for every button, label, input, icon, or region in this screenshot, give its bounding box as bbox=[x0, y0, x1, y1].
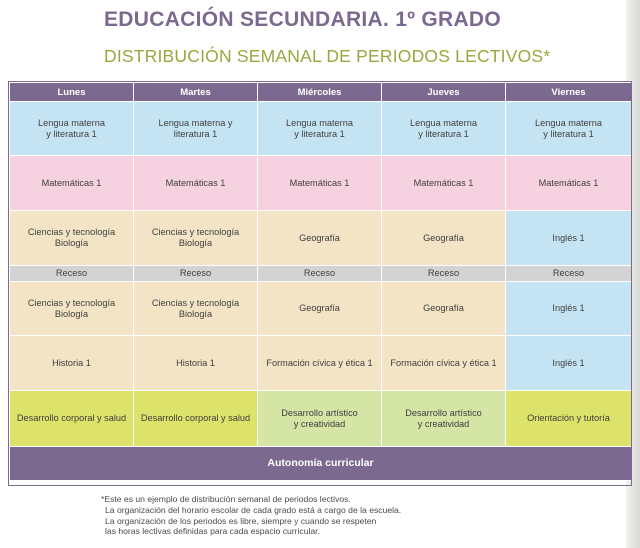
table-row bbox=[10, 282, 632, 336]
page-subtitle: DISTRIBUCIÓN SEMANAL DE PERIODOS LECTIVOS* bbox=[104, 46, 551, 66]
table-cell: Lengua materna y literatura 1 bbox=[10, 102, 134, 156]
table-cell: Receso bbox=[10, 266, 134, 282]
footnote-line: La organización de los periodos es libre, siempre y cuando se respeten bbox=[105, 515, 377, 526]
table-cell: Ciencias y tecnología Biología bbox=[10, 282, 134, 336]
page-title: EDUCACIÓN SECUNDARIA. 1º GRADO bbox=[104, 8, 502, 31]
table-cell: Inglés 1 bbox=[506, 336, 632, 391]
table-cell: Geografía bbox=[382, 211, 506, 266]
table-cell: Matemáticas 1 bbox=[506, 156, 632, 211]
recess-row bbox=[10, 266, 632, 282]
day-header-lunes: Lunes bbox=[10, 83, 134, 102]
table-cell: Inglés 1 bbox=[506, 282, 632, 336]
table-cell: Geografía bbox=[258, 211, 382, 266]
table-cell: Geografía bbox=[258, 282, 382, 336]
table-cell: Matemáticas 1 bbox=[10, 156, 134, 211]
table-cell: Matemáticas 1 bbox=[382, 156, 506, 211]
table-cell: Desarrollo artístico y creatividad bbox=[382, 391, 506, 447]
autonomy-row bbox=[10, 447, 632, 481]
table-cell: Receso bbox=[382, 266, 506, 282]
footnote bbox=[101, 494, 401, 537]
header-row bbox=[10, 83, 632, 102]
table-cell: Lengua materna y literatura 1 bbox=[134, 102, 258, 156]
table-cell: Formación cívica y ética 1 bbox=[258, 336, 382, 391]
table-cell: Desarrollo corporal y salud bbox=[134, 391, 258, 447]
footnote-line: las horas lectivas definidas para cada espacio curricular. bbox=[105, 526, 320, 537]
table-cell: Matemáticas 1 bbox=[258, 156, 382, 211]
table-row bbox=[10, 102, 632, 156]
schedule-table bbox=[9, 82, 632, 481]
table-cell: Lengua materna y literatura 1 bbox=[382, 102, 506, 156]
table-cell: Lengua materna y literatura 1 bbox=[506, 102, 632, 156]
table-cell: Lengua materna y literatura 1 bbox=[258, 102, 382, 156]
day-header-jueves: Jueves bbox=[382, 83, 506, 102]
day-header-viernes: Viernes bbox=[506, 83, 632, 102]
table-cell: Geografía bbox=[382, 282, 506, 336]
table-cell: Desarrollo corporal y salud bbox=[10, 391, 134, 447]
table-cell: Historia 1 bbox=[10, 336, 134, 391]
day-header-martes: Martes bbox=[134, 83, 258, 102]
autonomy-cell: Autonomía curricular bbox=[10, 447, 632, 481]
table-cell: Formación cívica y ética 1 bbox=[382, 336, 506, 391]
table-cell: Matemáticas 1 bbox=[134, 156, 258, 211]
table-cell: Desarrollo artístico y creatividad bbox=[258, 391, 382, 447]
table-cell: Orientación y tutoría bbox=[506, 391, 632, 447]
table-cell: Inglés 1 bbox=[506, 211, 632, 266]
table-cell: Receso bbox=[258, 266, 382, 282]
day-header-miercoles: Miércoles bbox=[258, 83, 382, 102]
table-cell: Receso bbox=[506, 266, 632, 282]
table-cell: Ciencias y tecnología Biología bbox=[134, 282, 258, 336]
footnote-line: La organización del horario escolar de cada grado está a cargo de la escuela. bbox=[105, 504, 402, 515]
table-cell: Receso bbox=[134, 266, 258, 282]
table-cell: Historia 1 bbox=[134, 336, 258, 391]
table-cell: Ciencias y tecnología Biología bbox=[10, 211, 134, 266]
table-row bbox=[10, 156, 632, 211]
footnote-line: *Este es un ejemplo de distribución semanal de periodos lectivos. bbox=[101, 494, 351, 504]
table-row bbox=[10, 391, 632, 447]
table-cell: Ciencias y tecnología Biología bbox=[134, 211, 258, 266]
table-row bbox=[10, 211, 632, 266]
table-row bbox=[10, 336, 632, 391]
